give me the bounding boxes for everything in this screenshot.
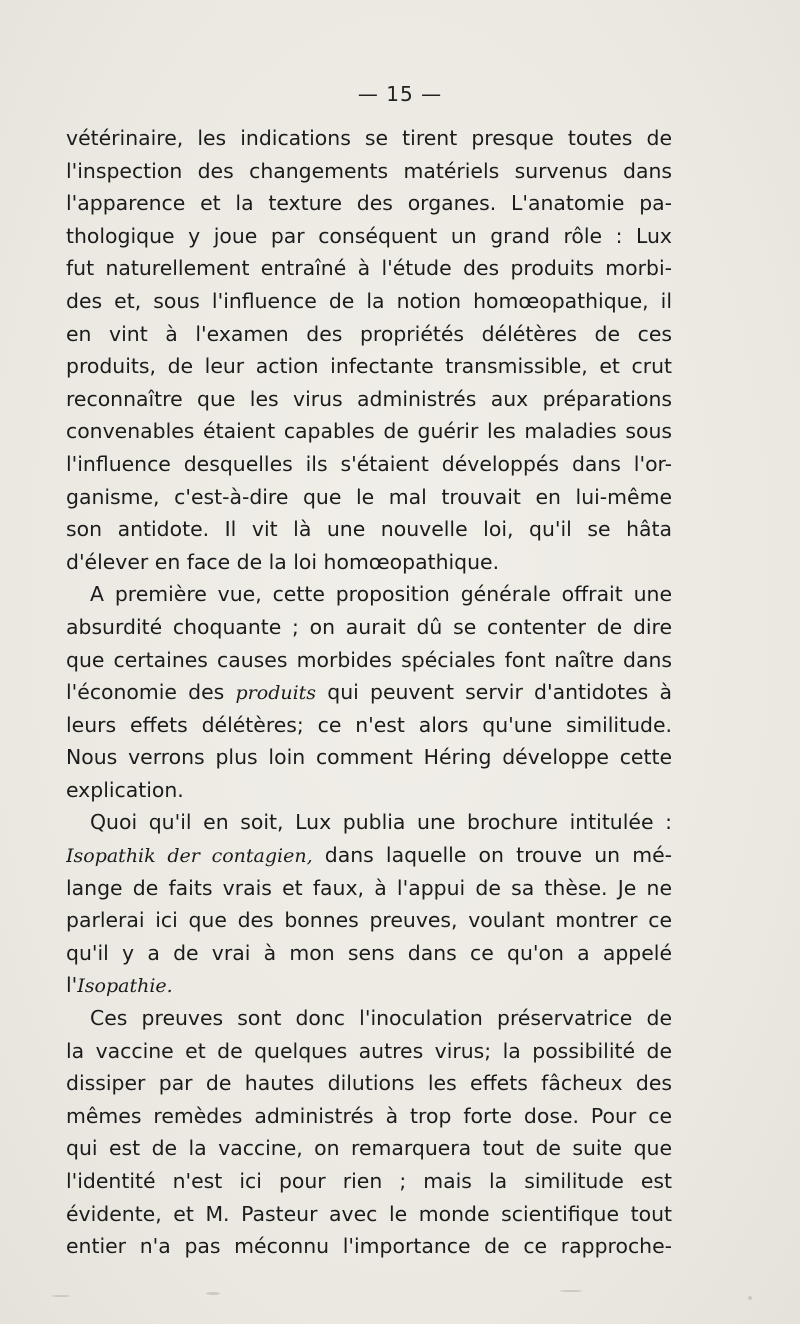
text-segment: explication.: [66, 777, 184, 802]
text-segment: l'identité n'est ici pour rien ; mais la similitude est: [66, 1169, 672, 1193]
text-segment: A première vue, cette proposition générale offrait une: [90, 582, 672, 607]
text-segment: mêmes remèdes administrés à trop forte dose. Pour ce: [66, 1103, 672, 1128]
text-line: [66, 415, 672, 448]
text-line: [66, 709, 672, 742]
text-segment: que certaines causes morbides spéciales font naître dans: [66, 647, 672, 672]
text-segment: absurdité choquante ; on aurait dû se contenter de dire: [66, 614, 672, 639]
text-line: [66, 122, 672, 155]
text-line: [66, 1198, 672, 1231]
text-segment: l'apparence et la texture des organes. L'anatomie pa-: [66, 191, 672, 216]
text-line: [66, 448, 672, 481]
text-segment: entier n'a pas méconnu l'importance de ce rapproche-: [66, 1234, 672, 1259]
text-line: [66, 187, 672, 220]
text-segment: vétérinaire, les indications se tirent presque toutes de: [66, 126, 672, 150]
text-line: [66, 774, 672, 807]
text-line: [66, 1230, 672, 1263]
italic-text: Isopathie.: [77, 975, 173, 998]
text-line: [66, 1067, 672, 1100]
paper-speck: [52, 1295, 70, 1297]
text-segment: Quoi qu'il en soit, Lux publia une brochure intitulée :: [90, 810, 672, 835]
paper-speck: [748, 1296, 752, 1300]
text-line: [66, 481, 672, 514]
text-segment: convenables étaient capables de guérir les maladies sous: [66, 419, 672, 444]
text-line: [66, 252, 672, 285]
text-segment: dans laquelle on trouve un mé-: [312, 843, 672, 868]
text-line: [66, 546, 672, 579]
text-segment: qui est de la vaccine, on remarquera tout de suite que: [66, 1136, 672, 1161]
text-segment: d'élever en face de la loi homœopathique.: [66, 549, 500, 574]
text-segment: l': [66, 973, 78, 998]
text-line: [66, 969, 672, 1002]
text-segment: lange de faits vrais et faux, à l'appui de sa thèse. Je ne: [66, 875, 672, 900]
text-segment: l'inspection des changements matériels survenus dans: [66, 158, 672, 183]
text-segment: dissiper par de hautes dilutions les effets fâcheux des: [66, 1071, 672, 1096]
paper-speck: [206, 1292, 220, 1295]
text-segment: l'économie des: [66, 680, 236, 705]
text-segment: l'influence desquelles ils s'étaient développés dans l'or-: [66, 451, 672, 476]
text-line: [66, 937, 672, 970]
text-segment: Ces preuves sont donc l'inoculation préservatrice de: [90, 1006, 672, 1031]
text-segment: évidente, et M. Pasteur avec le monde scientifique tout: [66, 1201, 672, 1226]
text-line: [66, 1100, 672, 1133]
text-line: [66, 676, 672, 709]
italic-text: produits: [235, 682, 317, 705]
text-line: [66, 1002, 672, 1035]
text-segment: son antidote. Il vit là une nouvelle loi, qu'il se hâta: [66, 517, 672, 542]
text-line: [66, 578, 672, 611]
text-line: [66, 872, 672, 905]
text-line: [66, 644, 672, 677]
body-text: [66, 122, 672, 1263]
text-line: [66, 1165, 672, 1198]
text-segment: ganisme, c'est-à-dire que le mal trouvait en lui-même: [66, 484, 672, 509]
text-segment: thologique y joue par conséquent un grand rôle : Lux: [66, 223, 672, 248]
text-segment: qui peuvent servir d'antidotes à: [316, 680, 672, 705]
paper-speck: [560, 1290, 582, 1292]
italic-text: Isopathik der contagien,: [66, 845, 313, 868]
text-line: [66, 350, 672, 383]
text-line: [66, 611, 672, 644]
text-segment: leurs effets délétères; ce n'est alors qu'une similitude.: [66, 712, 672, 737]
text-line: [66, 220, 672, 253]
text-line: [66, 285, 672, 318]
text-segment: parlerai ici que des bonnes preuves, voulant montrer ce: [66, 908, 672, 933]
text-segment: en vint à l'examen des propriétés délétères de ces: [66, 321, 672, 346]
text-line: [66, 806, 672, 839]
text-line: [66, 155, 672, 188]
text-line: [66, 383, 672, 416]
text-segment: qu'il y a de vrai à mon sens dans ce qu'on a appelé: [66, 940, 672, 965]
text-segment: Nous verrons plus loin comment Héring développe cette: [66, 745, 672, 770]
text-segment: des et, sous l'influence de la notion homœopathique, il: [66, 288, 672, 313]
text-segment: fut naturellement entraîné à l'étude des produits morbi-: [66, 256, 672, 281]
text-line: [66, 1035, 672, 1068]
text-line: [66, 904, 672, 937]
text-line: [66, 741, 672, 774]
text-segment: la vaccine et de quelques autres virus; la possibilité de: [66, 1038, 672, 1063]
text-line: [66, 318, 672, 351]
text-segment: produits, de leur action infectante transmissible, et crut: [66, 354, 672, 379]
text-line: [66, 513, 672, 546]
text-segment: reconnaître que les virus administrés aux préparations: [66, 386, 672, 411]
text-line: [66, 1132, 672, 1165]
text-line: [66, 839, 672, 872]
page-number: — 15 —: [357, 82, 443, 106]
